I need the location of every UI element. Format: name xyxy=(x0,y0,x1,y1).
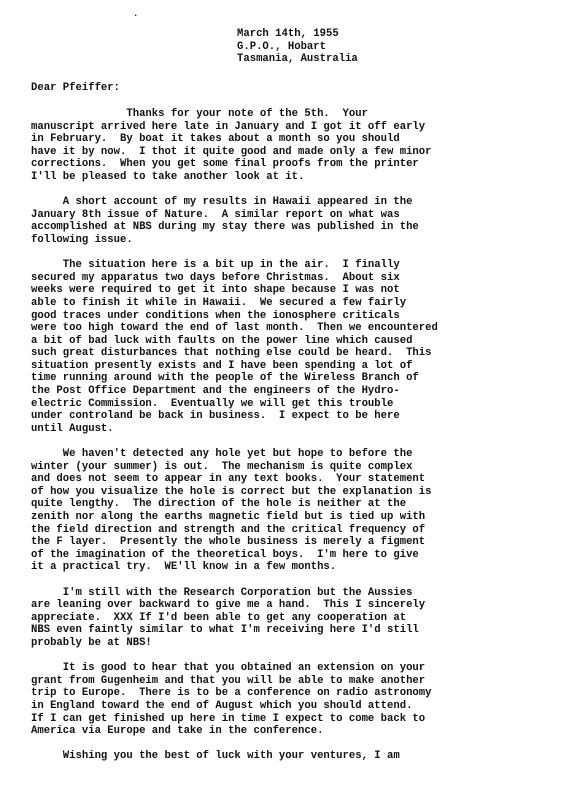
text-line: good traces under conditions when the ionosphere criticals xyxy=(31,309,400,322)
text-line: corrections. When you get some final proofs from the printer xyxy=(31,158,419,171)
header-address-line-2: Tasmania, Australia xyxy=(237,53,358,66)
text-line: January 8th issue of Nature. A similar report on what was xyxy=(31,208,400,221)
text-line: probably be at NBS! xyxy=(31,636,152,649)
text-line: winter (your summer) is out. The mechanism is quite complex xyxy=(31,460,413,473)
text-line: a bit of bad luck with faults on the power line which caused xyxy=(31,334,413,347)
header-date: March 14th, 1955 xyxy=(237,28,339,40)
text-line: it a practical try. WE'll know in a few months. xyxy=(31,561,337,574)
header-address-line-1: G.P.O., Hobart xyxy=(237,40,327,53)
letter-header xyxy=(237,28,358,66)
text-line: Wishing you the best of luck with your ventures, I am xyxy=(31,750,400,763)
text-line: were too high toward the end of last month. Then we encountered xyxy=(31,322,438,335)
paragraph xyxy=(31,587,567,650)
paragraph xyxy=(31,108,567,184)
text-line: and does not seem to appear in any text books. Your statement xyxy=(31,473,426,486)
letter-body xyxy=(31,108,567,775)
text-line: Thanks for your note of the 5th. Your xyxy=(31,108,368,120)
text-line: I'm still with the Research Corporation but the Aussies xyxy=(31,586,413,599)
text-line: under controland be back in business. I expect to be here xyxy=(31,410,400,423)
text-line: until August. xyxy=(31,422,114,435)
paragraph xyxy=(31,259,567,435)
text-line: I'll be pleased to take another look at it. xyxy=(31,170,305,183)
text-line: the field direction and strength and the critical frequency of xyxy=(31,523,426,536)
text-line: appreciate. XXX If I'd been able to get any cooperation at xyxy=(31,611,407,624)
text-line: America via Europe and take in the conference. xyxy=(31,725,324,738)
text-line: weeks were required to get it into shape because I was not xyxy=(31,284,400,297)
text-line: If I can get finished up here in time I expect to come back to xyxy=(31,712,426,725)
text-line: electric Commission. Eventually we will get this trouble xyxy=(31,397,394,410)
text-line: secured my apparatus two days before Christmas. About six xyxy=(31,271,400,284)
text-line: the F layer. Presently the whole business is merely a figment xyxy=(31,536,426,549)
text-line: in February. By boat it takes about a month so you should xyxy=(31,133,400,146)
text-line: following issue. xyxy=(31,233,133,246)
text-line: of how you visualize the hole is correct but the explanation is xyxy=(31,485,432,498)
text-line: situation presently exists and I have been spending a lot of xyxy=(31,359,413,372)
salutation: Dear Pfeiffer: xyxy=(31,82,121,94)
text-line: are leaning over backward to give me a hand. This I sincerely xyxy=(31,599,426,612)
text-line: NBS even faintly similar to what I'm receiving here I'd still xyxy=(31,624,419,637)
text-line: It is good to hear that you obtained an extension on your xyxy=(31,662,426,675)
text-line: zenith nor along the earths magnetic field but is tied up with xyxy=(31,511,426,523)
text-line: of the imagination of the theoretical boys. I'm here to give xyxy=(31,548,419,561)
text-line: quite lengthy. The direction of the hole is neither at the xyxy=(31,498,407,511)
paragraph xyxy=(31,196,567,246)
text-line: The situation here is a bit up in the air. I finally xyxy=(31,259,400,272)
text-line: in England toward the end of August which you should attend. xyxy=(31,699,413,712)
text-line: such great disturbances that nothing else could be heard. This xyxy=(31,347,432,360)
text-line: A short account of my results in Hawaii appeared in the xyxy=(31,196,413,209)
text-line: grant from Gugenheim and that you will be able to make another xyxy=(31,674,426,687)
text-line: able to finish it while in Hawaii. We secured a few fairly xyxy=(31,296,407,309)
stray-mark: · xyxy=(133,11,139,21)
text-line: have it by now. I thot it quite good and made only a few minor xyxy=(31,145,432,158)
text-line: accomplished at NBS during my stay there was published in the xyxy=(31,221,419,234)
text-line: manuscript arrived here late in January and I got it off early xyxy=(31,120,426,133)
paragraph xyxy=(31,662,567,738)
paragraph xyxy=(31,750,567,763)
text-line: time running around with the people of the Wireless Branch of xyxy=(31,372,419,385)
text-line: trip to Europe. There is to be a conference on radio astronomy xyxy=(31,687,432,700)
text-line: the Post Office Department and the engineers of the Hydro- xyxy=(31,385,400,398)
paragraph xyxy=(31,448,567,574)
text-line: We haven't detected any hole yet but hope to before the xyxy=(31,448,413,461)
